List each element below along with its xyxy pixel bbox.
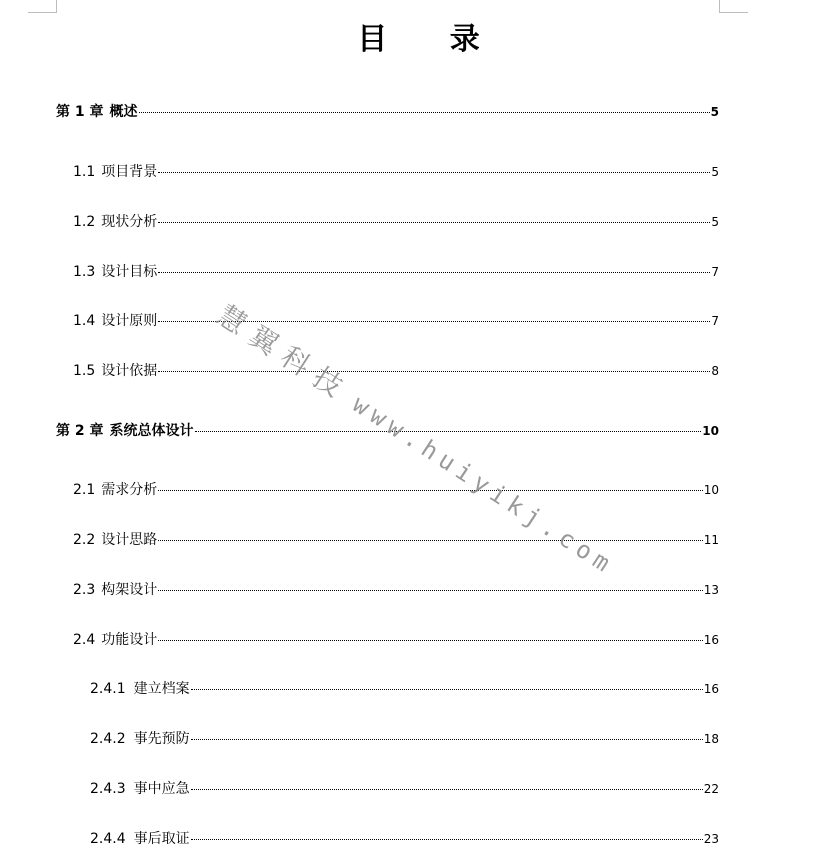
toc-entry-number: 1.5	[73, 363, 96, 379]
toc-entry-label: 事中应急	[133, 781, 190, 797]
toc-entry-number: 1.4	[73, 313, 96, 329]
toc-entry-page: 11	[703, 533, 719, 547]
toc-entry-2-4-3[interactable]	[90, 779, 719, 799]
toc-entry-page: 7	[711, 314, 719, 328]
toc-entry-2-2[interactable]	[73, 530, 719, 550]
toc-dot-leader	[158, 172, 710, 173]
toc-entry-2-4-4[interactable]	[90, 829, 719, 849]
toc-entry-label: 事后取证	[133, 831, 190, 847]
toc-entry-page: 16	[703, 682, 719, 696]
toc-entry-2-3[interactable]	[73, 580, 719, 600]
watermark-chinese-text: 慧翼科技	[211, 298, 357, 409]
toc-entry-number: 1.2	[73, 214, 96, 230]
toc-entry-number: 2.4	[73, 632, 96, 648]
toc-entry-number: 2.4.2	[90, 731, 126, 747]
toc-entry-2-4-2[interactable]	[90, 729, 719, 749]
toc-entry-page: 10	[702, 424, 719, 438]
toc-entry-label: 建立档案	[133, 681, 190, 697]
toc-dot-leader	[158, 222, 710, 223]
toc-dot-leader	[195, 431, 702, 432]
toc-entry-label: 需求分析	[101, 482, 158, 498]
toc-entry-number: 2.3	[73, 582, 96, 598]
toc-entry-number: 2.4.4	[90, 831, 126, 847]
toc-entry-1-4[interactable]	[73, 311, 719, 331]
toc-entry-number: 2.2	[73, 532, 96, 548]
watermark-url-text: www.huiyikj.com	[347, 389, 621, 581]
toc-entry-label: 设计目标	[101, 264, 158, 280]
page-title: 目 录	[357, 22, 506, 57]
toc-dot-leader	[191, 739, 703, 740]
toc-entry-number: 第 2 章	[56, 423, 104, 439]
toc-entry-page: 8	[711, 364, 719, 378]
toc-dot-leader	[158, 371, 710, 372]
toc-entry-number: 第 1 章	[56, 104, 104, 120]
toc-entry-label: 概述	[109, 104, 138, 120]
toc-entry-label: 设计原则	[101, 313, 158, 329]
toc-entry-page: 10	[703, 483, 719, 497]
toc-entry-page: 22	[703, 782, 719, 796]
toc-entry-1-1[interactable]	[73, 162, 719, 182]
toc-entry-2-1[interactable]	[73, 480, 719, 500]
toc-dot-leader	[191, 789, 703, 790]
toc-entry-number: 1.3	[73, 264, 96, 280]
toc-dot-leader	[158, 272, 710, 273]
toc-entry-label: 系统总体设计	[109, 423, 194, 439]
toc-entry-1-2[interactable]	[73, 212, 719, 232]
toc-dot-leader	[158, 490, 702, 491]
toc-dot-leader	[191, 839, 703, 840]
toc-entry-1-5[interactable]	[73, 361, 719, 381]
toc-dot-leader	[191, 689, 703, 690]
toc-entry-page: 23	[703, 832, 719, 846]
toc-entry-label: 现状分析	[101, 214, 158, 230]
toc-entry-page: 16	[703, 633, 719, 647]
toc-entry-label: 设计依据	[101, 363, 158, 379]
toc-entry-chapter-1[interactable]	[56, 102, 719, 122]
toc-entry-number: 2.4.1	[90, 681, 126, 697]
toc-entry-page: 5	[710, 105, 719, 119]
toc-entry-number: 2.1	[73, 482, 96, 498]
toc-entry-label: 构架设计	[101, 582, 158, 598]
toc-entry-2-4-1[interactable]	[90, 679, 719, 699]
toc-entry-page: 7	[711, 265, 719, 279]
toc-entry-page: 13	[703, 583, 719, 597]
toc-entry-label: 项目背景	[101, 164, 158, 180]
toc-entry-page: 5	[711, 165, 719, 179]
toc-entry-page: 5	[711, 215, 719, 229]
toc-dot-leader	[158, 590, 702, 591]
toc-entry-number: 1.1	[73, 164, 96, 180]
toc-dot-leader	[158, 540, 702, 541]
toc-dot-leader	[158, 640, 702, 641]
page-corner-mark-left	[28, 0, 57, 13]
toc-entry-page: 18	[703, 732, 719, 746]
toc-entry-label: 事先预防	[133, 731, 190, 747]
toc-entry-label: 功能设计	[101, 632, 158, 648]
toc-entry-2-4[interactable]	[73, 630, 719, 650]
toc-entry-number: 2.4.3	[90, 781, 126, 797]
toc-entry-1-3[interactable]	[73, 262, 719, 282]
toc-entry-label: 设计思路	[101, 532, 158, 548]
page-corner-mark-right	[719, 0, 748, 13]
toc-dot-leader	[139, 112, 710, 113]
